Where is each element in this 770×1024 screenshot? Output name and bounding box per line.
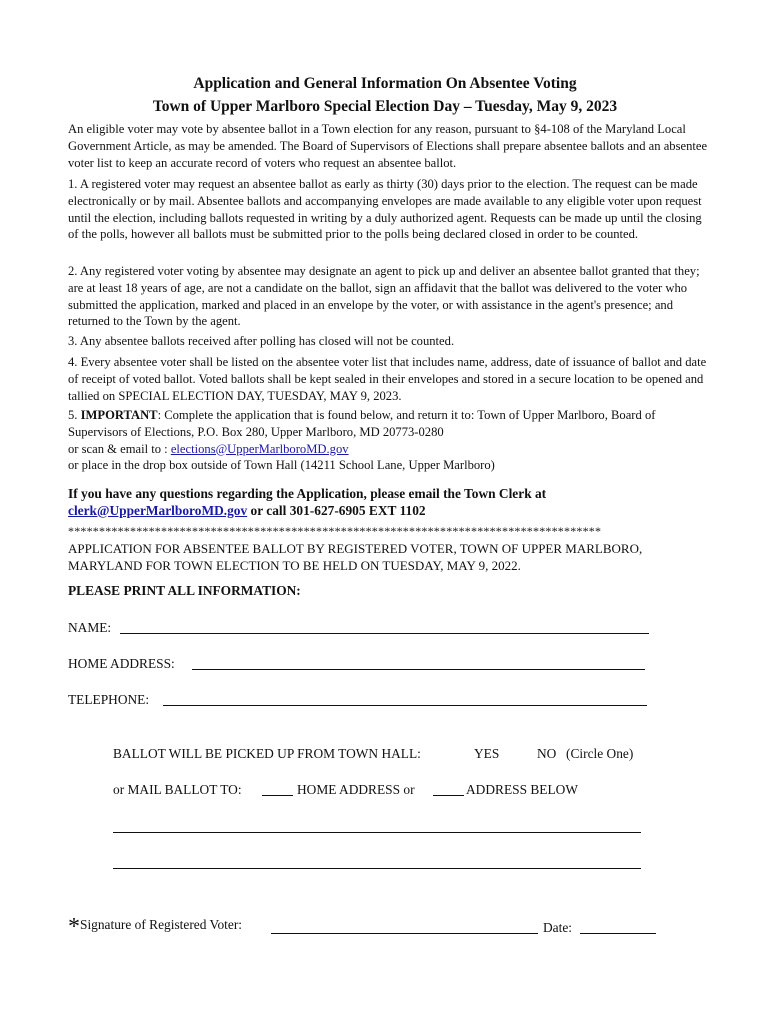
signature-row [68, 914, 242, 941]
no-option[interactable]: NO [537, 746, 557, 761]
item-4: 4. Every absentee voter shall be listed on the absentee voter list that includes name, address, date of issuance of ballot and date of receipt of voted ballot. Voted ballots shall be kept sealed in their envelopes and stored in a secure location to be opened and tallied on SPECIAL ELECTION DAY, TUESDAY, MAY 9, 2023. [68, 355, 707, 403]
important-label: IMPORTANT [80, 408, 158, 422]
mailing-address-line-1[interactable] [113, 832, 641, 833]
circle-one-note: (Circle One) [566, 746, 634, 761]
home-address-checkline[interactable] [262, 795, 293, 796]
intro-paragraph: An eligible voter may vote by absentee ballot in a Town election for any reason, pursuant to §4-108 of the Maryland Local Government Article, as may be amended. The Board of Supervisors of Elections shall prepare absentee ballots and an absentee voter list to keep an accurate record of voters who request an absentee ballot. [68, 122, 708, 170]
required-star: * [68, 914, 80, 940]
item-3: 3. Any absentee ballots received after polling has closed will not be counted. [68, 334, 455, 348]
address-below-checkline[interactable] [433, 795, 464, 796]
dropbox-text: or place in the drop box outside of Town Hall (14211 School Lane, Upper Marlboro) [68, 458, 495, 473]
home-address-option: HOME ADDRESS or [297, 782, 415, 797]
signature-label: Signature of Registered Voter: [80, 917, 243, 932]
item-1: 1. A registered voter may request an absentee ballot as early as thirty (30) days prior to the election. The request can be made electronically or by mail. Absentee ballots and accompanying envelopes are made available to any eligible voter upon request until the election, including ballots requested in writing by a duly authorized agent. Requests can be made up until the closing of the polls, however all ballots must be submitted prior to the polls being declared closed in order to be counted. [68, 177, 702, 242]
item-5-number: 5. [68, 408, 81, 422]
questions-phone: or call 301-627-6905 EXT 1102 [247, 502, 426, 518]
date-field[interactable] [580, 933, 656, 934]
title-line-2: Town of Upper Marlboro Special Election Day – Tuesday, May 9, 2023 [152, 98, 618, 115]
telephone-label: TELEPHONE: [68, 692, 150, 707]
home-address-field[interactable] [192, 669, 645, 670]
address-below-option: ADDRESS BELOW [466, 782, 578, 797]
name-label: NAME: [68, 620, 112, 635]
home-address-label: HOME ADDRESS: [68, 656, 175, 671]
scan-prefix: or scan & email to : [68, 441, 171, 456]
item-2: 2. Any registered voter voting by absentee may designate an agent to pick up and deliver an absentee ballot granted that they; are at least 18 years of age, are not a candidate on the ballot, sign an affidavit that the ballot was delivered to the voter who submitted the application, marked and placed in an envelope by the voter, or with assistance in the agent's presence; and returned to the Town by the agent. [68, 264, 700, 329]
date-label: Date: [543, 920, 572, 935]
separator-line: ************************************************************************************** [68, 524, 602, 538]
signature-field[interactable] [271, 933, 538, 934]
print-notice: PLEASE PRINT ALL INFORMATION: [68, 583, 301, 598]
clerk-email-link[interactable]: clerk@UpperMarlboroMD.gov [68, 502, 248, 518]
questions-prefix: If you have any questions regarding the Application, please email the Town Clerk at [68, 486, 547, 501]
elections-email-link[interactable]: elections@UpperMarlboroMD.gov [170, 441, 349, 456]
questions-notice [68, 486, 708, 520]
telephone-field[interactable] [163, 705, 647, 706]
mailing-address-line-2[interactable] [113, 868, 641, 869]
title-line-1: Application and General Information On Absentee Voting [193, 75, 577, 92]
item-5 [68, 407, 708, 474]
pickup-label: BALLOT WILL BE PICKED UP FROM TOWN HALL: [113, 746, 421, 761]
name-field[interactable] [120, 633, 649, 634]
mail-ballot-label: or MAIL BALLOT TO: [113, 782, 242, 797]
application-heading: APPLICATION FOR ABSENTEE BALLOT BY REGISTERED VOTER, TOWN OF UPPER MARLBORO, MARYLAND FOR TOWN ELECTION TO BE HELD ON TUESDAY, MAY 9, 2022. [68, 541, 643, 573]
item-5-text: : Complete the application that is found below, and return it to: Town of Upper Marlboro, Board of Supervisors of Elections, P.O. Box 280, Upper Marlboro, MD 20773-0280 [68, 408, 656, 439]
yes-option[interactable]: YES [474, 746, 500, 761]
